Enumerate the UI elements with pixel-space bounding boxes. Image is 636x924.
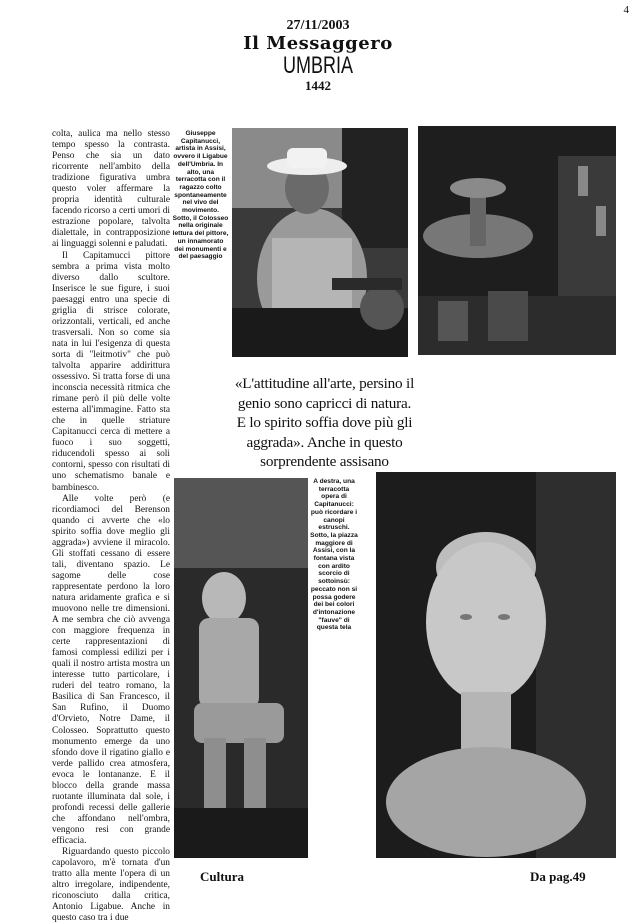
- issue-date: 27/11/2003: [286, 18, 350, 33]
- photo-caption-top: Giuseppe Capitanucci, artista in Assisi, ovvero il Ligabue dell'Umbria. In alto, una terracotta con il ragazzo colto spontaneamente nel vivo del movimento. Sotto, il Colosseo nella originale lettura del pittore, un innamorato dei monumenti e del paesaggio: [172, 130, 229, 261]
- issue-number: 1442: [305, 78, 331, 93]
- newspaper-logo: Il Messaggero: [243, 33, 393, 54]
- continued-from-label: Da pag.49: [530, 869, 586, 884]
- article-paragraph: Alle volte però (e ricordiamoci del Berenson quando ci avverte che «lo spirito soffia dove meglio gli aggrada») avviene il miracolo. Gli stoffati cessano di essere tali, diventano spazio. Le sagome delle cose rappresentate perdono la loro natura aridamente grafica e si muovono nelle tre dimensioni. A me sembra che ciò avvenga con maggiore frequenza in certe rappresentazioni di famosi complessi edilizi per i quali il nostro artista mostra un interesse tutto particolare, i ruderi del teatro romano, la Basilica di San Francesco, il San Rufino, il Duomo d'Orvieto, Notre Dame, il Colosseo. Soprattutto questo monumento emerge da uno sfondo dove il rigatino giallo e verde pallido crea atmosfera, evoca le lontananze. E il blocco della grande massa ruotante illuminata dal sole, i profondi recessi delle gallerie che affondano nell'ombra, vengono resi con grande efficacia.: [52, 493, 170, 846]
- head-sculpture-photo: [376, 472, 616, 858]
- artist-portrait-photo: [232, 128, 408, 357]
- article-column-left: [52, 129, 170, 924]
- article-paragraph: Il Capitamucci pittore sembra a prima vista molto diverso dallo scultore. Inserisce le sue figure, i suoi paesaggi entro una specie di griglia di strisce colorate, orizzontali, verticali, ed anche trasversali. Non so come sia nata in lui l'esigenza di questa sorta di "leitmotiv" che può talvolta apparire addirittura ossessivo. Si tratta forse di una inconscia necessità ritmica che rimane però il più delle volte esterna all'immagine. Fatto sta che in quelle striature Capitanucci cerca di mettere a fuoco i suo soggetti, riducendoli spesso ai soli contorni, spesso con risultati di uno schematismo banale e bambinesco.: [52, 250, 170, 493]
- pull-quote: «L'attitudine all'arte, persino il genio sono capricci di natura. E lo spirito soffia dove più gli aggrada». Anche in questo sorprendente assisano: [234, 375, 415, 471]
- section-label: Cultura: [200, 869, 245, 884]
- article-paragraph: Riguardando questo piccolo capolavoro, m'è tornata d'un tratto alla mente l'opera di un altro irregolare, indipendente, riconosciuto dalla critica, Antonio Ligabue. Anche in questo caso tra i due: [52, 847, 170, 924]
- page-number: 4: [623, 4, 629, 16]
- fountain-painting-photo: [418, 126, 616, 355]
- masthead: [0, 18, 636, 94]
- article-paragraph: colta, aulica ma nello stesso tempo spesso la contrasta. Penso che sia un dato ricorrente nell'ambito della tradizione figurativa umbra questo voler affermare la propria identità culturale facendo ricorso a certi umori di estrazione popolare, talvolta dialettale, in contrapposizione ai linguaggi solenni e paludati.: [52, 129, 170, 250]
- seated-figure-sculpture-photo: [174, 478, 308, 858]
- edition-region: UMBRIA: [282, 52, 354, 79]
- photo-caption-bottom: A destra, una terracotta opera di Capitanucci: può ricordare i canopi estruschi. Sotto, la piazza maggiore di Assisi, con la fontana vista con ardito scorcio di sottoinsù: peccato non si possa godere dei bei colori d'intonazione "fauve" di questa tela: [310, 478, 358, 632]
